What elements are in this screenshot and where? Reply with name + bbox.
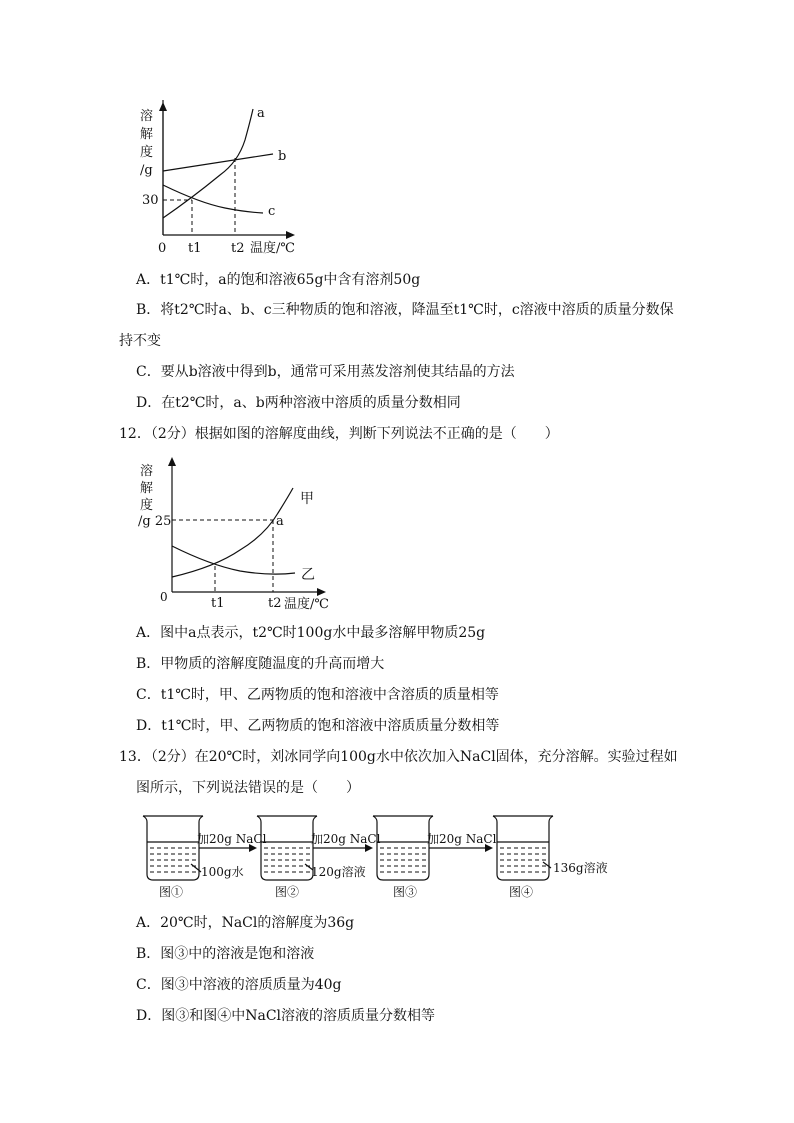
q11-option-b-line2: 持不变 bbox=[119, 333, 161, 349]
q12-x-label: 温度/℃ bbox=[284, 597, 329, 612]
q11-solubility-chart bbox=[130, 100, 310, 260]
q11-curve-b bbox=[163, 154, 273, 171]
q12-curve-jia bbox=[172, 488, 293, 577]
q12-point-a: a bbox=[276, 514, 284, 529]
q12-x-t2: t2 bbox=[268, 596, 282, 611]
beaker-2 bbox=[257, 816, 317, 880]
q11-y-tick-30: 30 bbox=[142, 193, 159, 208]
fig2-label: 图② bbox=[275, 885, 300, 899]
q12-y-label-1: 溶 bbox=[140, 464, 154, 479]
q12-y-tick: /g 25 bbox=[138, 514, 172, 529]
q12-option-d: D．t1℃时，甲、乙两物质的饱和溶液中溶质质量分数相等 bbox=[136, 718, 500, 734]
q11-y-label-1: 溶 bbox=[140, 109, 154, 124]
q12-origin: 0 bbox=[160, 590, 168, 604]
q12-option-a: A．图中a点表示，t2℃时100g水中最多溶解甲物质25g bbox=[136, 625, 486, 641]
q12-label-yi: 乙 bbox=[301, 567, 315, 583]
q12-y-arrow bbox=[168, 457, 176, 466]
fig1-label: 图① bbox=[159, 885, 184, 899]
q11-option-d: D．在t2℃时，a、b两种溶液中溶质的质量分数相同 bbox=[136, 395, 461, 411]
q11-option-c: C．要从b溶液中得到b，通常可采用蒸发溶剂使其结晶的方法 bbox=[136, 364, 515, 380]
q11-option-b-line1: B．将t2℃时a、b、c三种物质的饱和溶液，降温至t1℃时，c溶液中溶质的质量分数保 bbox=[136, 302, 674, 318]
q13-stem-line1: 13．（2分）在20℃时，刘冰同学向100g水中依次加入NaCl固体，充分溶解。实验过程如 bbox=[119, 749, 678, 765]
beaker-3 bbox=[373, 816, 433, 880]
beaker-4 bbox=[493, 816, 553, 880]
q11-y-arrow bbox=[159, 102, 167, 111]
add-label-3: 加20g NaCl bbox=[427, 832, 497, 846]
q13-experiment-diagram bbox=[135, 810, 615, 900]
q12-x-arrow bbox=[317, 588, 326, 596]
q11-y-label-3: 度 bbox=[140, 145, 154, 160]
fig3-label: 图③ bbox=[393, 885, 418, 899]
q11-x-label: 温度/℃ bbox=[250, 241, 295, 256]
q11-label-a: a bbox=[257, 106, 265, 121]
q13-option-a: A．20℃时，NaCl的溶解度为36g bbox=[136, 915, 355, 931]
fig4-label: 图④ bbox=[509, 885, 534, 899]
water-label: 100g水 bbox=[201, 865, 244, 879]
q12-curve-yi bbox=[172, 546, 295, 574]
q13-option-b: B．图③中的溶液是饱和溶液 bbox=[136, 946, 315, 962]
q12-solubility-chart bbox=[130, 455, 330, 615]
q12-label-jia: 甲 bbox=[300, 491, 314, 507]
q12-option-b: B．甲物质的溶解度随温度的升高而增大 bbox=[136, 656, 385, 672]
q11-x-arrow bbox=[286, 231, 295, 239]
q11-y-label-4: /g bbox=[140, 163, 153, 178]
q11-x-t1: t1 bbox=[188, 241, 202, 256]
sol4-label: 136g溶液 bbox=[553, 861, 608, 875]
add-label-2: 加20g NaCl bbox=[311, 832, 381, 846]
q11-label-c: c bbox=[268, 204, 276, 219]
q12-y-label-3: 度 bbox=[140, 498, 154, 513]
q11-option-a: A．t1℃时，a的饱和溶液65g中含有溶剂50g bbox=[136, 272, 421, 288]
sol2-label: 120g溶液 bbox=[311, 865, 366, 879]
q11-y-label-2: 解 bbox=[140, 127, 154, 142]
q11-label-b: b bbox=[278, 149, 287, 164]
q11-x-t2: t2 bbox=[231, 241, 245, 256]
q13-option-c: C．图③中溶液的溶质质量为40g bbox=[136, 977, 342, 993]
q11-origin: 0 bbox=[158, 241, 167, 256]
q12-y-label-2: 解 bbox=[140, 481, 154, 496]
q11-curve-c bbox=[163, 185, 263, 213]
q12-x-t1: t1 bbox=[211, 596, 225, 611]
add-label-1: 加20g NaCl bbox=[197, 832, 267, 846]
q12-stem: 12．（2分）根据如图的溶解度曲线，判断下列说法不正确的是（ ） bbox=[119, 426, 559, 442]
beaker-1 bbox=[143, 816, 203, 880]
pointer-sol4 bbox=[543, 862, 551, 868]
q12-option-c: C．t1℃时，甲、乙两物质的饱和溶液中含溶质的质量相等 bbox=[136, 687, 499, 703]
q13-option-d: D．图③和图④中NaCl溶液的溶质质量分数相等 bbox=[136, 1008, 436, 1024]
q13-stem-line2: 图所示，下列说法错误的是（ ） bbox=[136, 780, 360, 796]
